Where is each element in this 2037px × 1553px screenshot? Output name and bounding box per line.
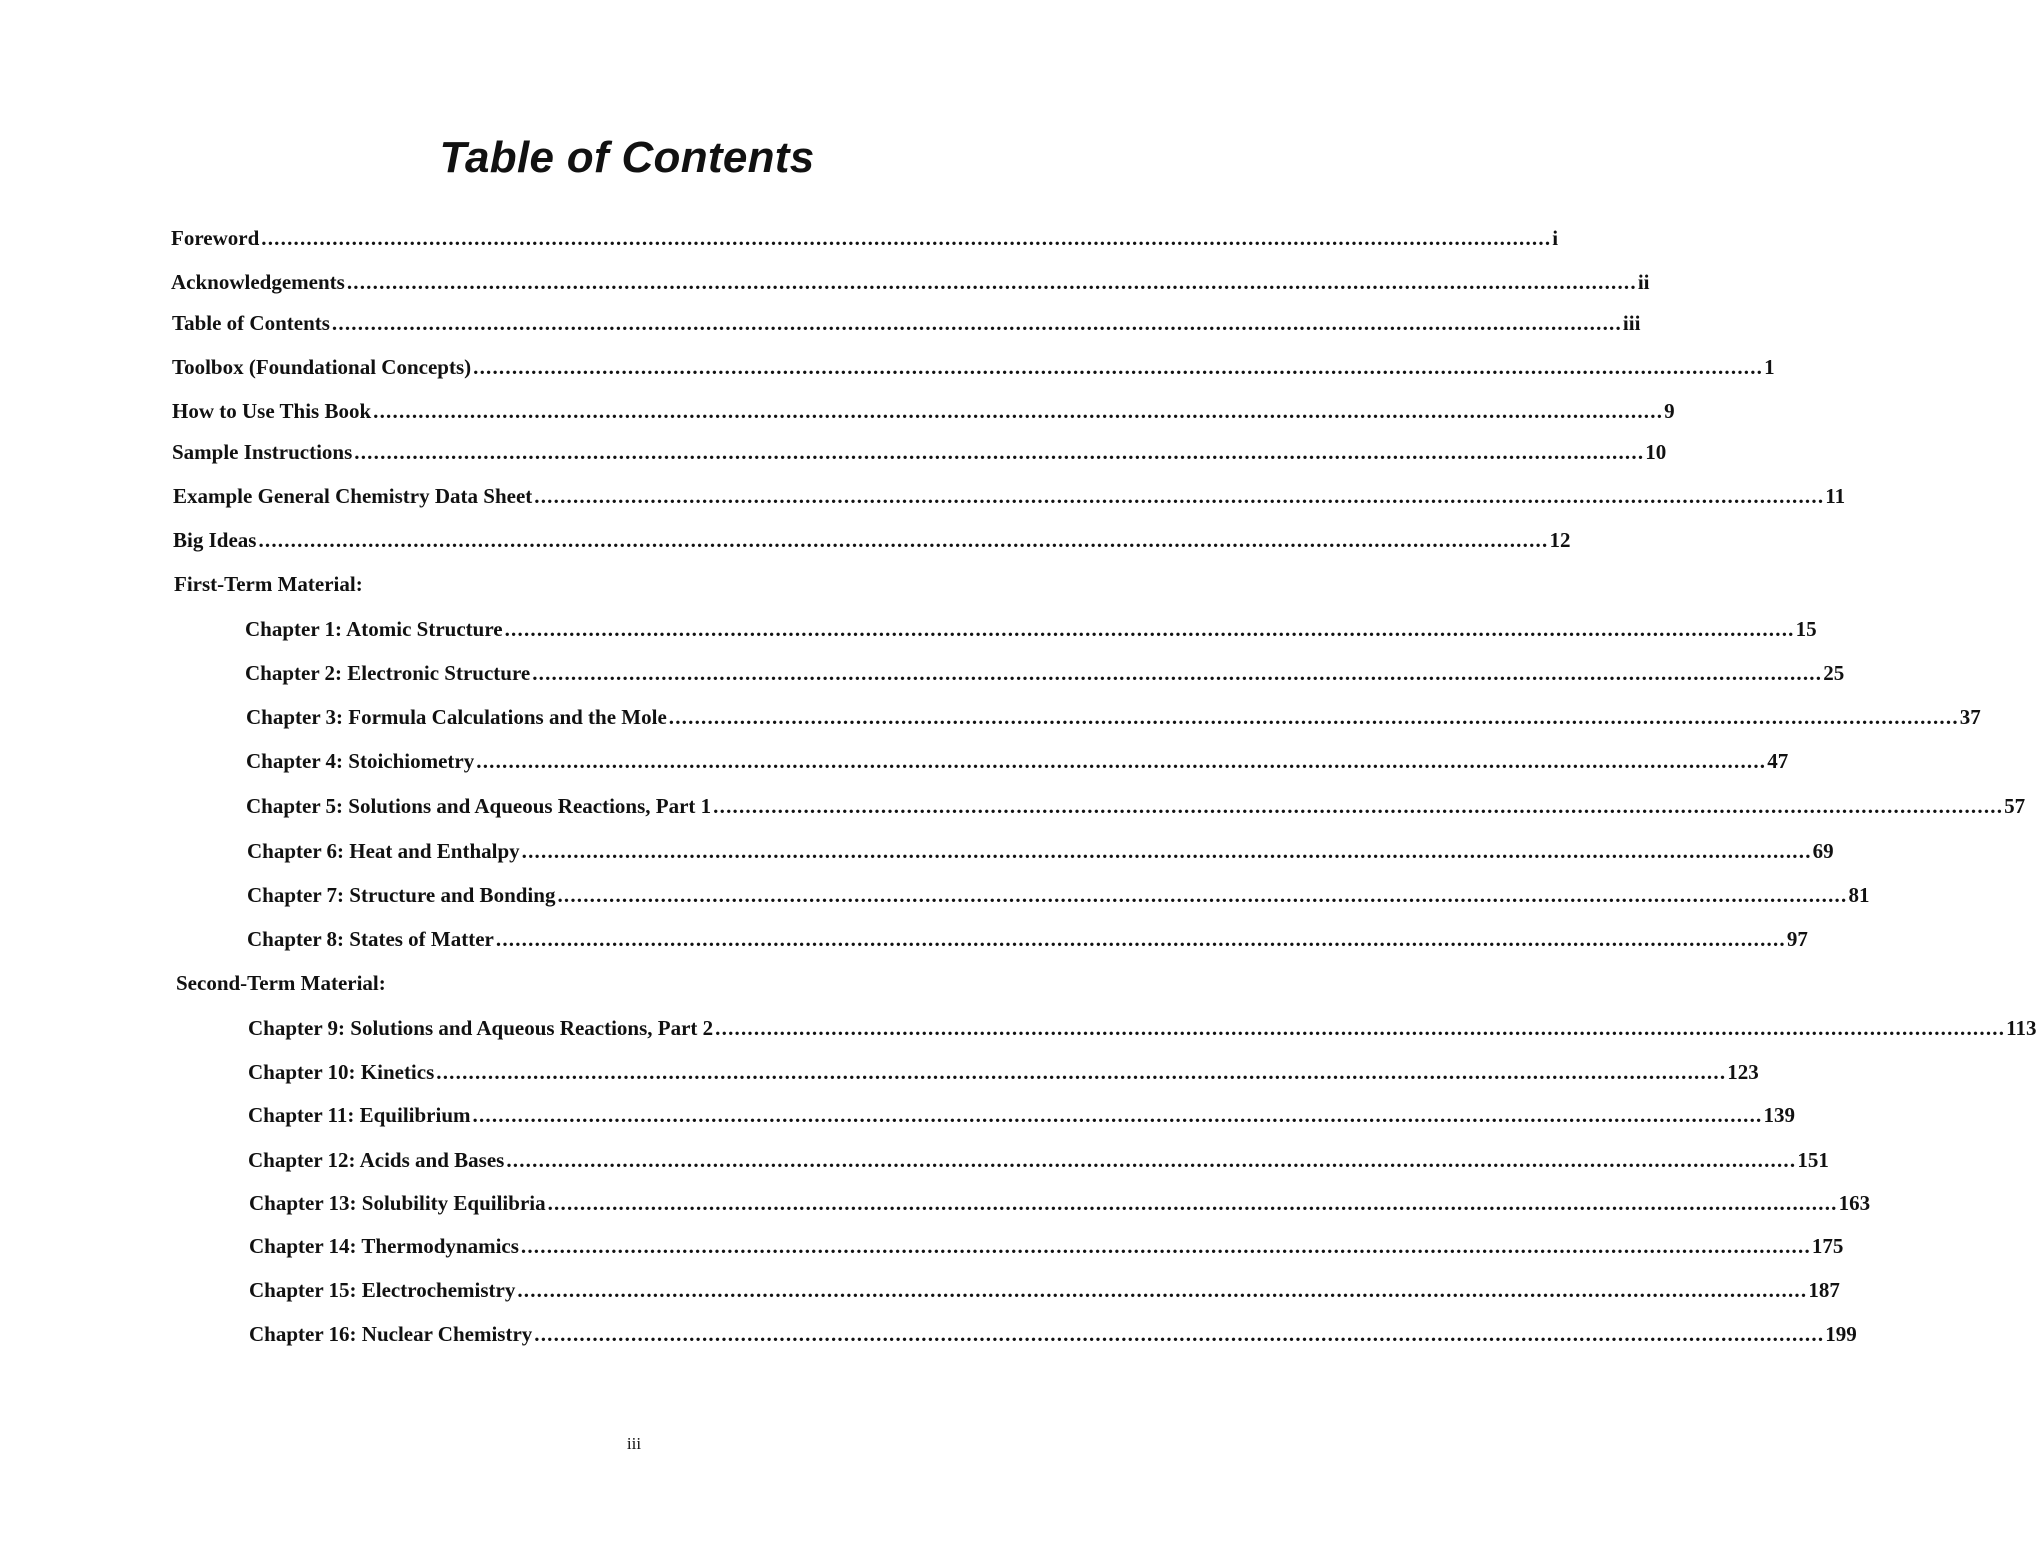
toc-entry-chapter-1[interactable] xyxy=(245,615,1817,643)
toc-entry-chapter-16[interactable] xyxy=(249,1320,1857,1348)
toc-entry-foreword[interactable] xyxy=(171,224,1559,252)
toc-entry-table-of-contents[interactable] xyxy=(172,309,1641,337)
toc-entry-page: 9 xyxy=(1664,399,1675,423)
page-title: Table of Contents xyxy=(439,133,815,182)
toc-entry-page: 10 xyxy=(1645,440,1667,464)
dot-leader: ........................................................................................................................................................................................................ xyxy=(517,1278,1808,1302)
toc-entry-chapter-4[interactable] xyxy=(246,747,1789,775)
toc-entry-page: 123 xyxy=(1727,1060,1759,1084)
toc-entry-chapter-8[interactable] xyxy=(247,925,1808,953)
toc-entry-chapter-13[interactable] xyxy=(249,1189,1871,1217)
first-term-heading: First-Term Material: xyxy=(174,572,363,596)
toc-entry-chapter-7[interactable] xyxy=(247,881,1870,909)
toc-entry-page: 139 xyxy=(1763,1103,1795,1127)
dot-leader: ........................................................................................................................................................................................................ xyxy=(473,355,1764,379)
toc-entry-label: Chapter 14: Thermodynamics xyxy=(249,1234,519,1258)
toc-entry-big-ideas[interactable] xyxy=(173,526,1571,554)
dot-leader: ........................................................................................................................................................................................................ xyxy=(504,617,1795,641)
dot-leader: ........................................................................................................................................................................................................ xyxy=(534,484,1825,508)
toc-entry-chapter-11[interactable] xyxy=(248,1101,1795,1129)
toc-entry-page: 187 xyxy=(1808,1278,1840,1302)
toc-entry-chapter-14[interactable] xyxy=(249,1232,1844,1260)
toc-entry-label: Chapter 2: Electronic Structure xyxy=(245,661,531,685)
toc-entry-acknowledgements[interactable] xyxy=(171,268,1650,296)
toc-entry-page: 37 xyxy=(1959,705,1981,729)
dot-leader: ........................................................................................................................................................................................................ xyxy=(472,1103,1763,1127)
toc-entry-chapter-5[interactable] xyxy=(246,792,2026,820)
toc-entry-label: Chapter 10: Kinetics xyxy=(248,1060,435,1084)
toc-entry-page: 15 xyxy=(1795,617,1817,641)
toc-entry-label: Chapter 11: Equilibrium xyxy=(248,1103,471,1127)
toc-entry-page: 69 xyxy=(1812,839,1834,863)
dot-leader: ........................................................................................................................................................................................................ xyxy=(520,1234,1811,1258)
toc-entry-page: 97 xyxy=(1786,927,1808,951)
dot-leader: ........................................................................................................................................................................................................ xyxy=(346,270,1637,294)
dot-leader: ........................................................................................................................................................................................................ xyxy=(521,839,1812,863)
toc-entry-chapter-3[interactable] xyxy=(246,703,1981,731)
dot-leader: ........................................................................................................................................................................................................ xyxy=(476,749,1767,773)
dot-leader: ........................................................................................................................................................................................................ xyxy=(436,1060,1727,1084)
toc-entry-page: 47 xyxy=(1767,749,1789,773)
toc-entry-label: Foreword xyxy=(171,226,260,250)
toc-entry-label: Chapter 7: Structure and Bonding xyxy=(247,883,556,907)
dot-leader: ........................................................................................................................................................................................................ xyxy=(495,927,1786,951)
toc-entry-label: Table of Contents xyxy=(172,311,330,335)
toc-entry-label: Chapter 13: Solubility Equilibria xyxy=(249,1191,546,1215)
dot-leader: ........................................................................................................................................................................................................ xyxy=(506,1148,1797,1172)
toc-entry-chapter-9[interactable] xyxy=(248,1014,2037,1042)
toc-entry-chapter-2[interactable] xyxy=(245,659,1845,687)
dot-leader: ........................................................................................................................................................................................................ xyxy=(331,311,1622,335)
toc-entry-page: 151 xyxy=(1797,1148,1829,1172)
dot-leader: ........................................................................................................................................................................................................ xyxy=(534,1322,1825,1346)
toc-entry-how-to-use[interactable] xyxy=(172,397,1675,425)
toc-entry-label: Acknowledgements xyxy=(171,270,345,294)
toc-entry-label: Chapter 4: Stoichiometry xyxy=(246,749,475,773)
toc-entry-page: 11 xyxy=(1825,484,1846,508)
toc-entry-label: Chapter 1: Atomic Structure xyxy=(245,617,503,641)
toc-entry-label: Chapter 9: Solutions and Aqueous Reactions, Part 2 xyxy=(248,1016,714,1040)
toc-entry-label: Big Ideas xyxy=(173,528,257,552)
second-term-heading: Second-Term Material: xyxy=(176,971,386,995)
toc-entry-page: i xyxy=(1552,226,1559,250)
toc-entry-data-sheet[interactable] xyxy=(173,482,1846,510)
toc-entry-chapter-12[interactable] xyxy=(248,1146,1829,1174)
toc-entry-chapter-10[interactable] xyxy=(248,1058,1759,1086)
toc-entry-page: 12 xyxy=(1549,528,1571,552)
toc-entry-page: 81 xyxy=(1848,883,1870,907)
toc-entry-label: Toolbox (Foundational Concepts) xyxy=(172,355,472,379)
toc-entry-page: 57 xyxy=(2004,794,2026,818)
toc-entry-label: Chapter 15: Electrochemistry xyxy=(249,1278,516,1302)
dot-leader: ........................................................................................................................................................................................................ xyxy=(713,794,2004,818)
page-number: iii xyxy=(626,1434,642,1453)
toc-entry-label: Chapter 12: Acids and Bases xyxy=(248,1148,505,1172)
toc-entry-page: 25 xyxy=(1823,661,1845,685)
toc-entry-page: 163 xyxy=(1838,1191,1871,1215)
toc-entry-sample-instructions[interactable] xyxy=(172,438,1667,466)
dot-leader: ........................................................................................................................................................................................................ xyxy=(258,528,1549,552)
toc-entry-chapter-15[interactable] xyxy=(249,1276,1840,1304)
toc-entry-page: iii xyxy=(1622,311,1641,335)
dot-leader: ........................................................................................................................................................................................................ xyxy=(532,661,1823,685)
dot-leader: ........................................................................................................................................................................................................ xyxy=(668,705,1959,729)
toc-entry-page: 113 xyxy=(2006,1016,2037,1040)
dot-leader: ........................................................................................................................................................................................................ xyxy=(715,1016,2006,1040)
toc-entry-page: 175 xyxy=(1811,1234,1844,1258)
toc-entry-label: Chapter 16: Nuclear Chemistry xyxy=(249,1322,533,1346)
toc-entry-label: Chapter 3: Formula Calculations and the Mole xyxy=(246,705,667,729)
dot-leader: ........................................................................................................................................................................................................ xyxy=(261,226,1552,250)
toc-entry-label: Sample Instructions xyxy=(172,440,353,464)
toc-entry-label: Chapter 6: Heat and Enthalpy xyxy=(247,839,520,863)
toc-entry-label: Chapter 8: States of Matter xyxy=(247,927,494,951)
toc-entry-chapter-6[interactable] xyxy=(247,837,1834,865)
toc-entry-label: Chapter 5: Solutions and Aqueous Reactions, Part 1 xyxy=(246,794,712,818)
toc-entry-page: 1 xyxy=(1764,355,1775,379)
toc-entry-label: How to Use This Book xyxy=(172,399,372,423)
dot-leader: ........................................................................................................................................................................................................ xyxy=(373,399,1664,423)
dot-leader: ........................................................................................................................................................................................................ xyxy=(354,440,1645,464)
toc-entry-toolbox[interactable] xyxy=(172,353,1775,381)
toc-entry-label: Example General Chemistry Data Sheet xyxy=(173,484,533,508)
toc-entry-page: 199 xyxy=(1825,1322,1857,1346)
toc-entry-page: ii xyxy=(1637,270,1650,294)
dot-leader: ........................................................................................................................................................................................................ xyxy=(557,883,1848,907)
dot-leader: ........................................................................................................................................................................................................ xyxy=(547,1191,1838,1215)
